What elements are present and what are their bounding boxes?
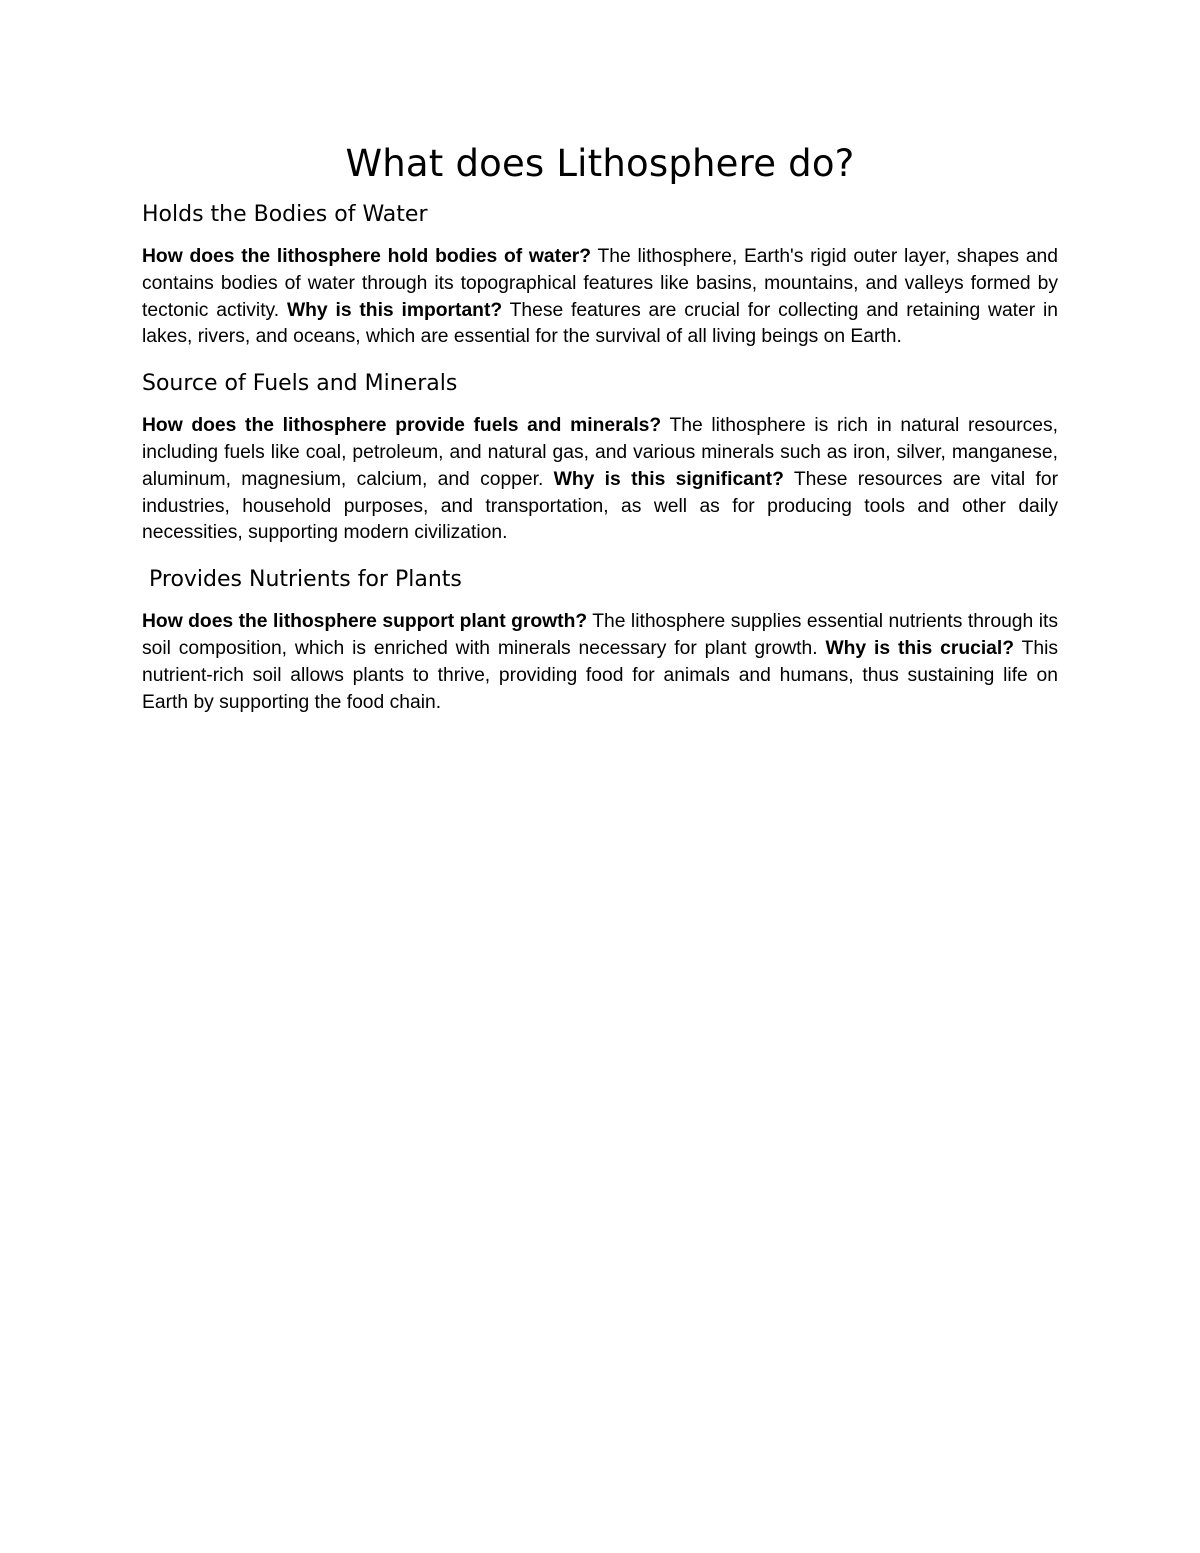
page-title: What does Lithosphere do? — [345, 142, 855, 185]
answer-text: The lithosphere is rich in natural resources, including fuels like coal, petroleum, and natural gas, and various minerals such as iron, silver, manganese, aluminum, magnesium, calcium, and copper. — [142, 415, 1058, 490]
section-heading: Provides Nutrients for Plants — [149, 567, 462, 593]
question-text: How does the lithosphere support plant growth? — [142, 611, 588, 633]
section-fuels-and-minerals — [142, 369, 1058, 547]
answer-text: The lithosphere, Earth's rigid outer layer, shapes and contains bodies of water through its topographical features like basins, mountains, and valleys formed by tectonic activity. — [142, 246, 1059, 321]
question-text: Why is this crucial? — [825, 637, 1015, 659]
question-text: Why is this significant? — [553, 468, 784, 490]
section-heading: Holds the Bodies of Water — [142, 202, 428, 227]
question-text: Why is this important? — [286, 299, 503, 321]
answer-text: These resources are vital for industries, household purposes, and transportation, as well as for producing tools and other daily necessities, supporting modern civilization. — [142, 468, 1058, 544]
answer-text: This nutrient-rich soil allows plants to thrive, providing food for animals and humans, thus sustaining life on Earth by supporting the food chain. — [142, 637, 1058, 713]
section-paragraph — [142, 244, 1058, 351]
section-paragraph — [142, 609, 1058, 716]
answer-text: These features are crucial for collecting and retaining water in lakes, rivers, and oceans, which are essential for the survival of all living beings on Earth. — [142, 299, 1059, 348]
section-nutrients-for-plants — [142, 565, 1058, 716]
section-paragraph — [142, 413, 1058, 547]
section-heading: Source of Fuels and Minerals — [142, 371, 458, 397]
section-bodies-of-water — [142, 200, 1058, 351]
question-text: How does the lithosphere provide fuels and minerals? — [142, 415, 662, 437]
answer-text: The lithosphere supplies essential nutrients through its soil composition, which is enriched with minerals necessary for plant growth. — [142, 611, 1058, 659]
question-text: How does the lithosphere hold bodies of water? — [142, 246, 592, 267]
